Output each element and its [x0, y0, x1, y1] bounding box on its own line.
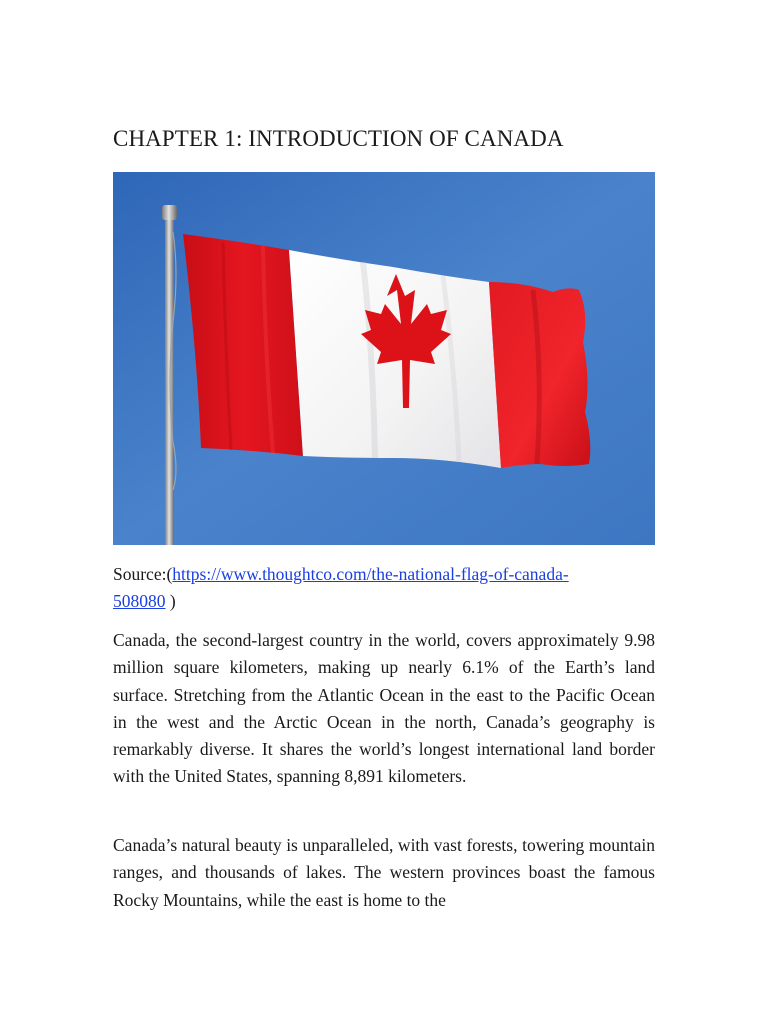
source-prefix: Source:( [113, 564, 173, 584]
flag-left-red-band [183, 234, 303, 456]
canada-flag-figure [113, 172, 655, 545]
source-suffix: ) [165, 591, 176, 611]
body-paragraph-1: Canada, the second-largest country in the world, covers approximately 9.98 million square kilometers, making up nearly 6.1% of the Earth’s land surface. Stretching from the Atlantic Ocean in the east to the Pacific Ocean in the west and the Arctic Ocean in the north, Canada’s geography is remarkably diverse. It shares the world’s longest international land border with the United States, spanning 8,891 kilometers. [113, 630, 655, 787]
image-source-line [113, 561, 655, 615]
chapter-title: CHAPTER 1: INTRODUCTION OF CANADA [113, 126, 564, 151]
flag-photo [113, 172, 655, 545]
body-paragraph-2: Canada’s natural beauty is unparalleled, with vast forests, towering mountain ranges, and thousands of lakes. The western provinces boast the famous Rocky Mountains, while the east is home to the [113, 835, 655, 910]
source-link[interactable]: https://www.thoughtco.com/the-national-flag-of-canada- 508080 [113, 564, 569, 611]
